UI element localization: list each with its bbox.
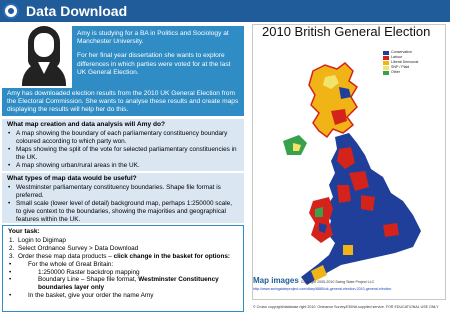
list-item: • Small scale (lower level of detail) background map, perhaps 1:250000 scale, to give context to the boundaries, showing the majorities and geographical features within the UK.: [7, 200, 239, 224]
map-caption: Map images Copyright 2005-2010 Swing State Project LLC: [253, 276, 375, 285]
app-logo-icon: [3, 3, 19, 19]
task-panel: [2, 225, 244, 312]
list-item: • Westminster parliamentary constituency boundaries. Shape file format is preferred.: [7, 184, 239, 200]
task-heading: Your task:: [8, 228, 40, 235]
legend-item: Labour: [383, 55, 418, 60]
analysis-heading: What map creation and data analysis will Amy do?: [7, 121, 166, 128]
page-title: Data Download: [26, 3, 128, 19]
legend-item: SNP / Plaid: [383, 65, 418, 70]
map-title: 2010 British General Election: [262, 24, 431, 39]
task-step-2: 2. Select Ordnance Survey > Data Download: [9, 244, 139, 252]
copyright-notice: © Crown copyright/database right 2010. Ordnance Survey/EDINA supplied service. FOR EDUCATIONAL USE ONLY: [253, 305, 439, 309]
analysis-panel: [2, 119, 244, 171]
data-types-heading: What types of map data would be useful?: [7, 175, 137, 182]
persona-bio-text-2: For her final year dissertation she wants to explore differences in which parties were voted for at the last UK General Election.: [77, 52, 231, 76]
legend-item: Conservative: [383, 50, 418, 55]
task-step-3: 3. Order these map data products – click change in the basket for options:: [9, 252, 231, 260]
task-substep: • For the whole of Great Britain:: [8, 261, 238, 269]
data-types-panel: [2, 173, 244, 223]
legend-item: Other: [383, 70, 418, 75]
map-region-wales: [309, 197, 333, 243]
persona-bio-text: Amy is studying for a BA in Politics and Sociology at Manchester University.: [77, 30, 229, 46]
persona-story: Amy has downloaded election results from the 2010 UK General Election from the Electoral Commission. She wants to analyse these results and create maps displaying the results will help her do this.: [2, 88, 244, 116]
map-source-link[interactable]: http://www.swingstateproject.com/diary/8885/uk-general-election-2010-general-election: [253, 287, 392, 291]
header-bar: [0, 0, 450, 22]
persona-bio: [72, 26, 244, 88]
task-substep: • 1:250000 Raster backdrop mapping: [8, 269, 238, 277]
list-item: • Maps showing the split of the vote for selected parliamentary constituencies in the UK.: [7, 146, 239, 162]
task-substep: • Boundary Line – Shape file format, Westminster Constituency boundaries layer only: [8, 276, 238, 292]
map-legend: [383, 50, 418, 75]
persona-avatar: [18, 26, 70, 86]
legend-item: Liberal Democrat: [383, 60, 418, 65]
list-item: • A map showing urban/rural areas in the UK.: [7, 162, 239, 170]
task-substep: • In the basket, give your order the name Amy: [8, 292, 238, 300]
task-step-1: 1. Login to Digimap: [9, 236, 66, 244]
list-item: • A map showing the boundary of each parliamentary constituency boundary coloured according to which party won.: [7, 130, 239, 146]
